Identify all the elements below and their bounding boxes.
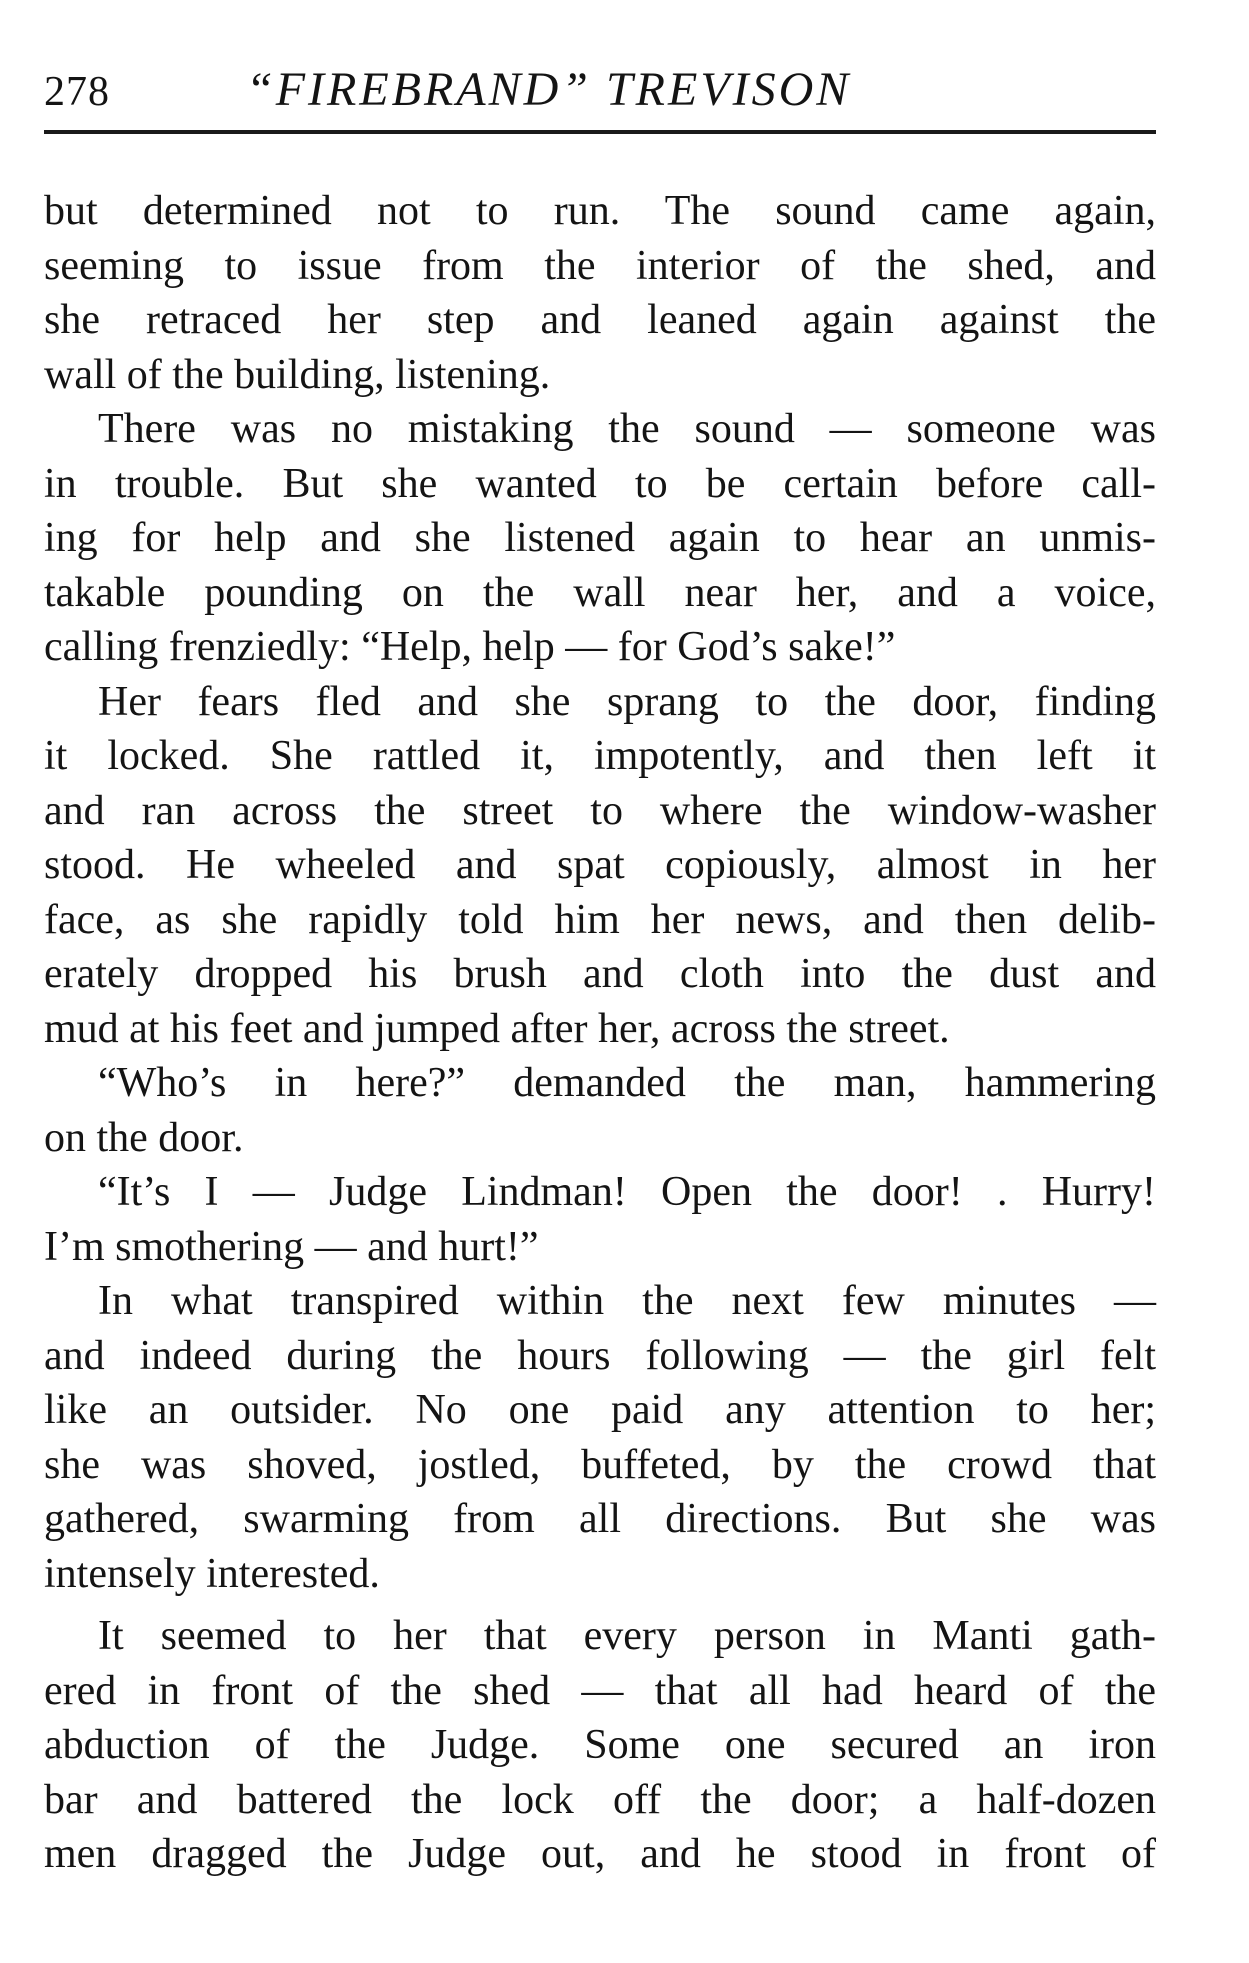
text-line: but determined not to run. The sound came again, [44, 188, 1156, 234]
text-line: In what transpired within the next few minutes — [98, 1278, 1156, 1324]
header-rule [44, 130, 1156, 134]
text-line: seeming to issue from the interior of the shed, and [44, 242, 1156, 289]
text-line: ing for help and she listened again to hear an unmis- [44, 515, 1156, 561]
text-line: abduction of the Judge. Some one secured an iron [44, 1722, 1156, 1768]
paragraph [44, 675, 1156, 1057]
text-line: it locked. She rattled it, impotently, and then left it [44, 733, 1156, 779]
text-line: like an outsider. No one paid any attention to her; [44, 1387, 1156, 1433]
paragraph [44, 402, 1156, 675]
running-head: “FIREBRAND” TREVISON [246, 63, 852, 116]
paragraph [44, 1056, 1156, 1165]
text-line: wall of the building, listening. [44, 351, 551, 398]
text-line: stood. He wheeled and spat copiously, almost in her [44, 842, 1156, 888]
text-line: It seemed to her that every person in Manti gath- [98, 1613, 1156, 1659]
paragraph-gap [44, 1601, 1156, 1609]
text-line: intensely interested. [44, 1550, 380, 1597]
text-line: erately dropped his brush and cloth into the dust and [44, 951, 1156, 997]
text-line: face, as she rapidly told him her news, and then delib- [44, 896, 1156, 943]
text-line: takable pounding on the wall near her, and a voice, [44, 569, 1156, 616]
text-line: There was no mistaking the sound — someone was [98, 406, 1156, 452]
page-number: 278 [44, 69, 110, 115]
text-line: I’m smothering — and hurt!” [44, 1223, 539, 1270]
text-line: “Who’s in here?” demanded the man, hammering [98, 1060, 1156, 1106]
text-line: bar and battered the lock off the door; a half-dozen [44, 1776, 1156, 1823]
text-line: Her fears fled and she sprang to the door, finding [98, 678, 1156, 725]
text-line: “It’s I — Judge Lindman! Open the door! . Hurry! [98, 1169, 1156, 1215]
text-line: ered in front of the shed — that all had heard of the [44, 1667, 1156, 1714]
text-line: she was shoved, jostled, buffeted, by the crowd that [44, 1441, 1156, 1488]
text-line: mud at his feet and jumped after her, across the street. [44, 1005, 950, 1052]
body-text [44, 184, 1156, 1882]
text-line: in trouble. But she wanted to be certain before call- [44, 460, 1156, 507]
paragraph [44, 1609, 1156, 1882]
paragraph [44, 1165, 1156, 1274]
text-line: men dragged the Judge out, and he stood in front of [44, 1831, 1156, 1877]
text-line: she retraced her step and leaned again against the [44, 297, 1156, 343]
page-header [44, 58, 1156, 128]
text-line: on the door. [44, 1114, 244, 1161]
paragraph [44, 184, 1156, 402]
text-line: calling frenziedly: “Help, help — for God’s sake!” [44, 624, 896, 670]
text-line: gathered, swarming from all directions. But she was [44, 1496, 1156, 1542]
text-line: and indeed during the hours following — the girl felt [44, 1332, 1156, 1379]
text-line: and ran across the street to where the window-washer [44, 787, 1156, 834]
paragraph [44, 1274, 1156, 1601]
